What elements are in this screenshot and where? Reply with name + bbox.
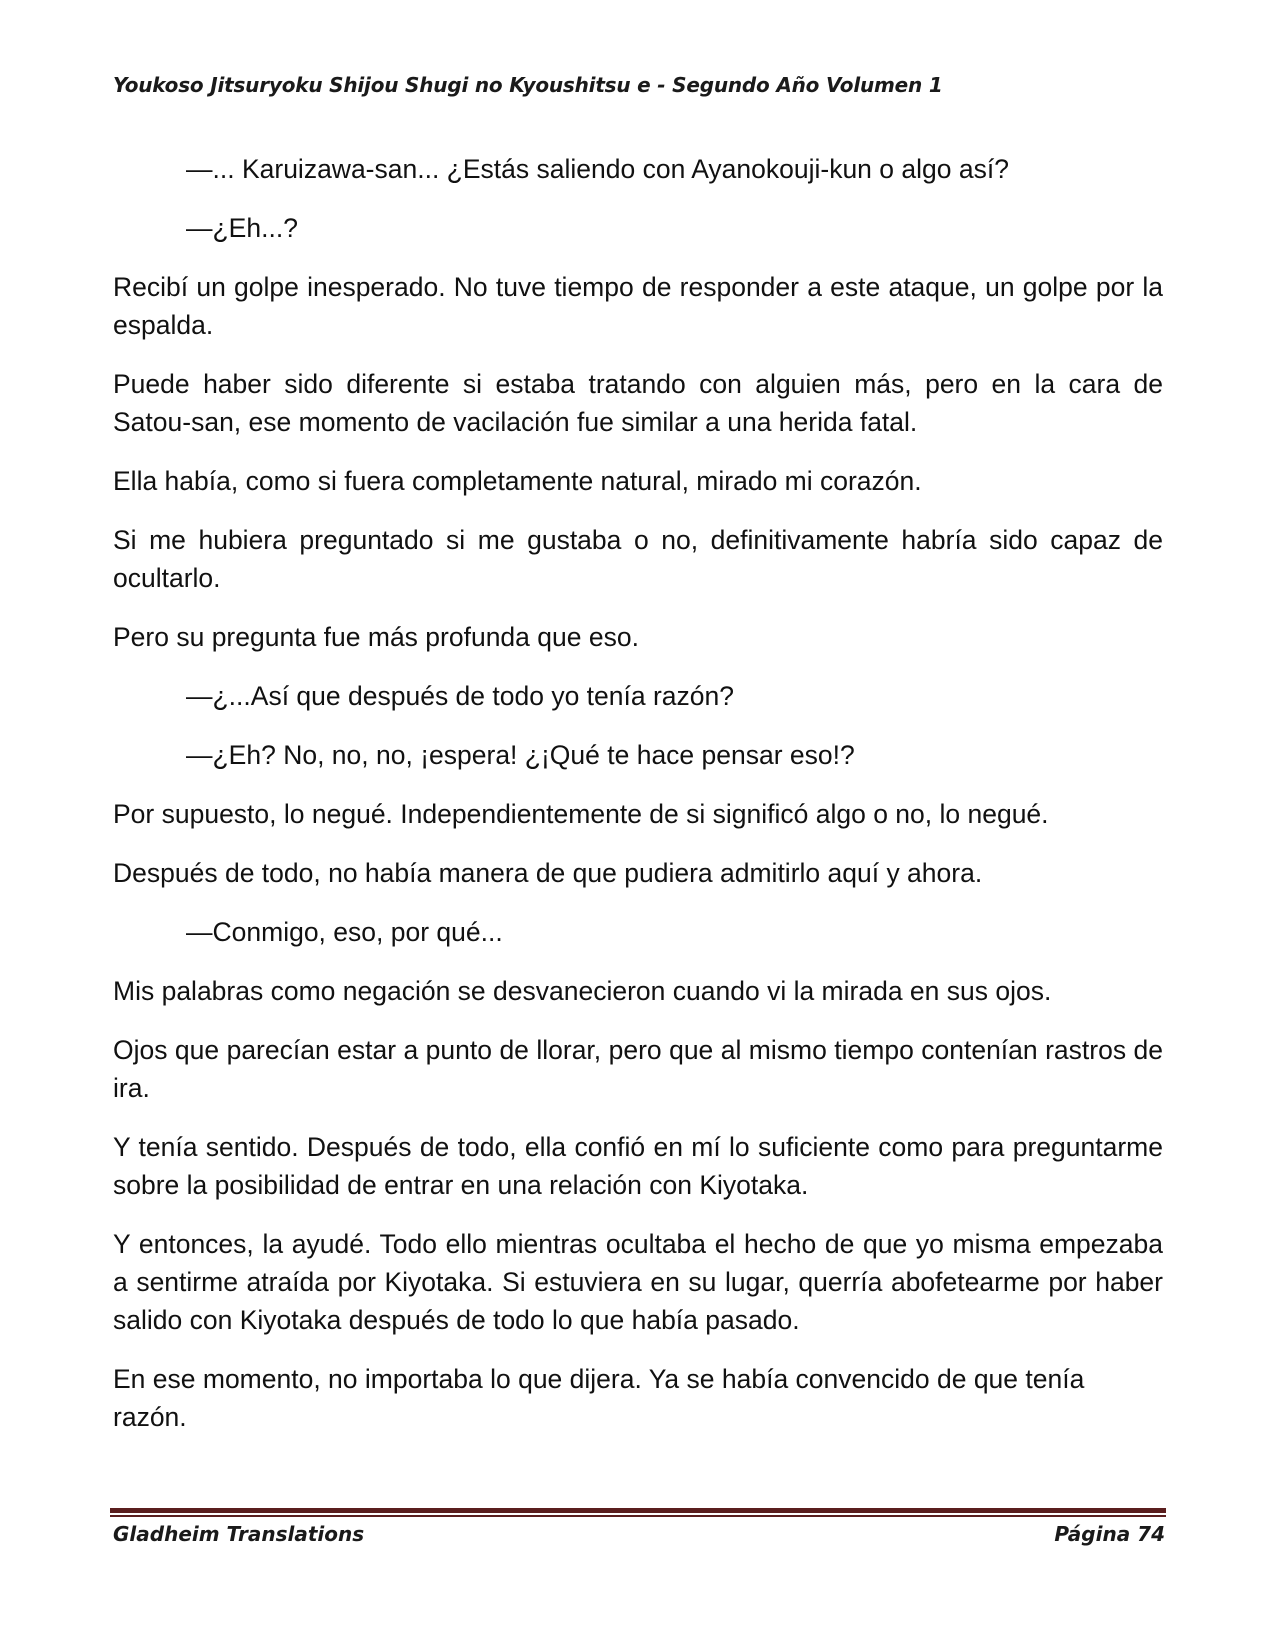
paragraph: Puede haber sido diferente si estaba tratando con alguien más, pero en la cara de Satou-san, ese momento de vacilación fue similar a una herida fatal.	[113, 369, 1163, 437]
paragraph: Ella había, como si fuera completamente natural, mirado mi corazón.	[113, 466, 922, 496]
paragraph: Y tenía sentido. Después de todo, ella confió en mí lo suficiente como para preguntarme sobre la posibilidad de entrar en una relación con Kiyotaka.	[113, 1132, 1163, 1200]
paragraph: Ojos que parecían estar a punto de llorar, pero que al mismo tiempo contenían rastros de ira.	[113, 1035, 1163, 1103]
page-number: Página 74	[1054, 1522, 1165, 1546]
running-header: Youkoso Jitsuryoku Shijou Shugi no Kyoushitsu e - Segundo Año Volumen 1	[113, 73, 943, 97]
paragraph: Después de todo, no había manera de que pudiera admitirlo aquí y ahora.	[113, 858, 983, 888]
footer-rule-thick	[110, 1508, 1166, 1513]
dialog-line: —¿Eh...?	[186, 213, 298, 243]
footer-credit: Gladheim Translations	[113, 1522, 365, 1546]
dialog-line: —Conmigo, eso, por qué...	[186, 917, 503, 947]
paragraph: Pero su pregunta fue más profunda que eso.	[113, 622, 639, 652]
paragraph: Recibí un golpe inesperado. No tuve tiempo de responder a este ataque, un golpe por la espalda.	[113, 272, 1163, 340]
paragraph: En ese momento, no importaba lo que dijera. Ya se había convencido de que tenía razón.	[113, 1364, 1085, 1432]
paragraph: Si me hubiera preguntado si me gustaba o no, definitivamente habría sido capaz de ocultarlo.	[113, 525, 1163, 593]
paragraph: Por supuesto, lo negué. Independientemente de si significó algo o no, lo negué.	[113, 799, 1049, 829]
paragraph: Y entonces, la ayudé. Todo ello mientras ocultaba el hecho de que yo misma empezaba a sentirme atraída por Kiyotaka. Si estuviera en su lugar, querría abofetearme por haber salido con Kiyotaka después de todo lo que había pasado.	[113, 1229, 1163, 1335]
footer-rule	[110, 1508, 1166, 1517]
dialog-line: —¿...Así que después de todo yo tenía razón?	[186, 681, 735, 711]
footer-rule-thin	[110, 1515, 1166, 1517]
dialog-line: —¿Eh? No, no, no, ¡espera! ¿¡Qué te hace pensar eso!?	[186, 740, 855, 770]
page-body	[113, 150, 1163, 1457]
dialog-line: —... Karuizawa-san... ¿Estás saliendo con Ayanokouji-kun o algo así?	[186, 154, 1009, 184]
paragraph: Mis palabras como negación se desvanecieron cuando vi la mirada en sus ojos.	[113, 976, 1052, 1006]
